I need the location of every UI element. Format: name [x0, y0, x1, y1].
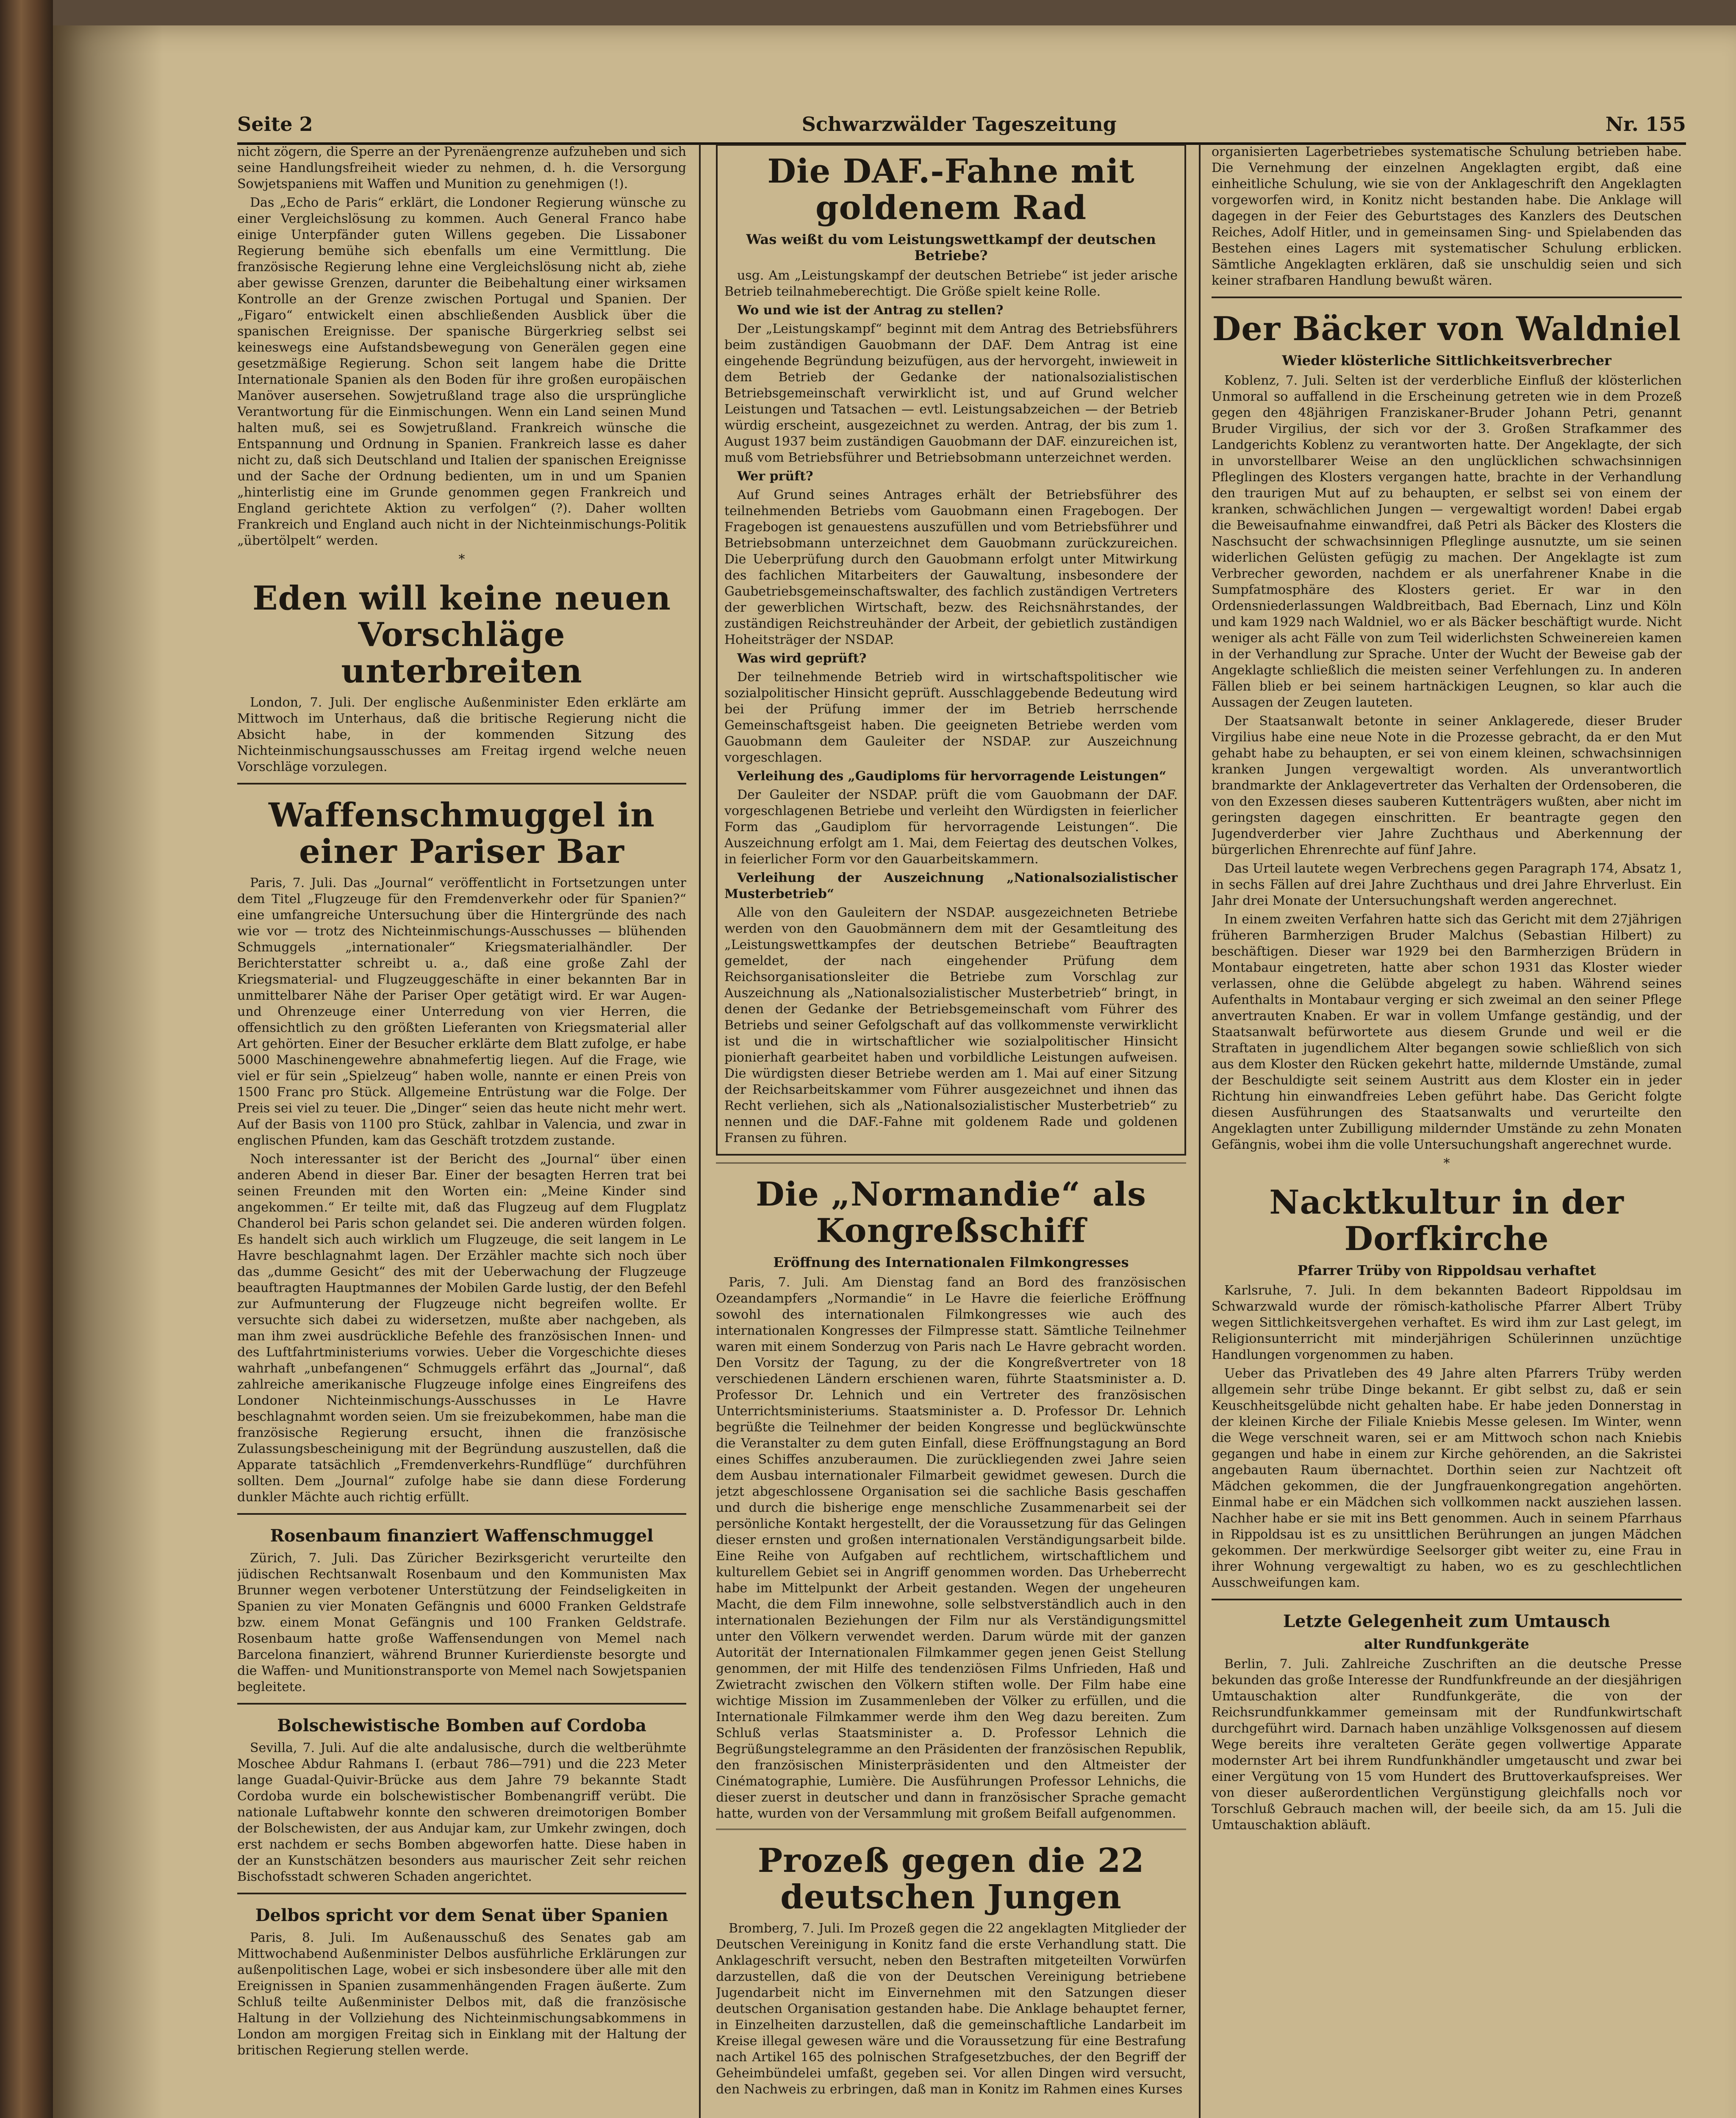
article-text: Koblenz, 7. Juli. Selten ist der verderbliche Einfluß der klösterlichen Unmoral so auffallend in die Erscheinung getreten wie in dem Prozeß gegen den 48jährigen Franziskaner-Bruder Johann Petri, genannt Bruder Virgilius, der sich vor der 3. Großen Strafkammer des Landgerichts Koblenz zu verantworten hatte. Der Angeklagte, der sich in unvorstellbarer Weise an den unglücklichen schwachsinnigen Pfleglingen des Klosters vergangen hatte, brachte in der Verhandlung den traurigen Mut auf zu behaupten, er selbst sei von einem der kranken, schwächlichen Jungen — vergewaltigt worden! Dabei ergab die Beweisaufnahme einwandfrei, daß Petri als Bäcker des Klosters die Naschsucht der schwachsinnigen Pfleglinge ausnutzte, um sie seinen widerlichen Gelüsten gefügig zu machen. Der Angeklagte ist zum Verbrecher geworden, nachdem er als unerfahrener Knabe in die Sumpfatmosphäre des Klosters geriet. Er war in den Ordensniederlassungen Waldbreitbach, Bad Ebernach, Linz und Köln und kam 1929 nach Waldniel, wo er als Bäcker beschäftigt wurde. Nicht weniger als acht Fälle von zum Teil widerlichsten Schweinereien kamen in der Verhandlung zur Sprache. Unter der Wucht der Beweise gab der Angeklagte schließlich die meisten seiner Verfehlungen zu. In anderen Fällen blieb er bei seinem hartnäckigen Leugnen, so klar auch die Aussagen der Zeugen lauteten.: [1212, 373, 1682, 710]
headline-nacktkultur: Nacktkultur in der Dorfkirche: [1269, 1183, 1624, 1258]
page-number: Seite 2: [237, 113, 313, 136]
headline-delbos: Delbos spricht vor dem Senat über Spanien: [255, 1905, 668, 1925]
divider: [237, 1893, 686, 1894]
subheadline: Wieder klösterliche Sittlichkeitsverbrecher: [1282, 352, 1611, 369]
question-heading: Wo und wie ist der Antrag zu stellen?: [737, 303, 1004, 318]
headline-prozess: Prozeß gegen die 22 deutschen Jungen: [757, 1841, 1145, 1916]
article-text: Zürich, 7. Juli. Das Züricher Bezirksgericht verurteilte den jüdischen Rechtsanwalt Rosenbaum und den Kommunisten Max Brunner wegen verbotener Unterstützung der Feindseligkeiten in Spanien zu vier Monaten Gefängnis und 6000 Franken Geldstrafe bzw. einem Monat Gefängnis und 100 Franken Geldstrafe. Rosenbaum hatte große Waffensendungen von Memel nach Barcelona finanziert, während Brunner Kurierdienste besorgte und die Waffen- und Munitionstransporte von Memel nach Sowjetspanien begleitete.: [237, 1551, 686, 1694]
column-3: organisierten Lagerbetriebes systematische Schulung betrieben habe. Die Vernehmung der einzelnen Angeklagten ergibt, daß eine einheitliche Schulung, wie sie von der Anklageschrift den Angeklagten vorgeworfen wird, in Konitz nicht bestanden habe. Die Anklage will dagegen in der Feier des Geburtstages des Kanzlers des Deutschen Reiches, Adolf Hitler, und in gemeinsamen Sing- und Spielabenden das Bestehen eines Lagers mit systematischer Schulung erblicken. Sämtliche Angeklagten erklären, daß sie unschuldig seien und sich keiner strafbaren Handlung bewußt wären. Der Bäcker von Waldniel Wieder klösterliche Sittlichkeitsverbrecher Koblenz, 7. Juli. Selten ist der verderbliche Einfluß der klösterlichen Unmoral so auffallend in die Erscheinung getreten wie in dem Prozeß gegen den 48jährigen Franziskaner-Bruder Johann Petri, genannt Bruder Virgilius, der sich vor der 3. Großen Strafkammer des Landgerichts Koblenz zu verantworten hatte. Der Angeklagte, der sich in unvorstellbarer Weise an den unglücklichen schwachsinnigen Pfleglingen des Klosters vergangen hatte, brachte in der Verhandlung den traurigen Mut auf zu behaupten, er selbst sei von einem der kranken, schwächlichen Jungen — vergewaltigt worden! Dabei ergab die Beweisaufnahme einwandfrei, daß Petri als Bäcker des Klosters die Naschsucht der schwachsinnigen Pfleglinge ausnutzte, um sie seinen widerlichen Gelüsten gefügig zu machen. Der Angeklagte ist zum Verbrecher geworden, nachdem er als unerfahrener Knabe in die Sumpfatmosphäre des Klosters geriet. Er war in den Ordensniederlassungen Waldbreitbach, Bad Ebernach, Linz und Köln und kam 1929 nach Waldniel, wo er als Bäcker beschäftigt wurde. Nicht weniger als acht Fälle von zum Teil widerlichsten Schweinereien kamen in der Verhandlung zur Sprache. Unter der Wucht der Beweise gab der Angeklagte schließlich die meisten seiner Verfehlungen zu. In anderen Fällen blieb er bei seinem hartnäckigen Leugnen, so klar auch die Aussagen der Zeugen lauteten. Der Staatsanwalt betonte in seiner Anklagerede, dieser Bruder Virgilius habe eine neue Note in die Prozesse gebracht, da er den Mut gehabt habe zu behaupten, er sei von einem kleinen, schwachsinnigen kranken Jungen vergewaltigt worden. Als unverantwortlich brandmarkte der Anklagevertreter das Verhalten der Ordensoberen, die von den Exzessen dieses sauberen Kuttenträgers wußten, aber nicht im geringsten dagegen einschritten. Er beantragte gegen den Jugendverderber vier Jahre Zuchthaus und Aberkennung der bürgerlichen Ehrenrechte auf fünf Jahre. Das Urteil lautete wegen Verbrechens gegen Paragraph 174, Absatz 1, in sechs Fällen auf drei Jahre Zuchthaus und drei Jahre Ehrverlust. Ein Jahr drei Monate der Untersuchungshaft werden angerechnet. In einem zweiten Verfahren hatte sich das Gericht mit dem 27jährigen früheren Barmherzigen Bruder Malchus (Sebastian Hilbert) zu beschäftigen. Dieser war 1929 bei den Barmherzigen Brüdern in Montabaur eingetreten, hatte aber schon 1931 das Kloster wieder verlassen, ohne die Gelübde abgelegt zu haben. Während seines Aufenthalts in Montabaur verging er sich zweimal an den seiner Pflege anvertrauten Knaben. Er war in vollem Umfange geständig, und der Staatsanwalt befürwortete aus diesem Grunde und weil er die Straftaten in jugendlichem Alter begangen sowie schließlich von sich aus dem Kloster den Rücken gekehrt hatte, mildernde Umstände, zumal der Beschuldigte seit seinem Austritt aus dem Kloster ein in jeder Richtung hin einwandfreies Leben geführt habe. Das Gericht folgte diesen Ausführungen des Staatsanwalts und verurteilte den Angeklagten unter Zubilligung mildernder Umstände zu zehn Monaten Gefängnis, wobei ihm die volle Untersuchungshaft angerechnet wurde. * Nacktkultur in der Dorfkirche Pfarrer Trüby von Rippoldsau verhaftet Karlsruhe, 7. Juli. In dem bekannten Badeort Rippoldsau im Schwarzwald wurde der römisch-katholische Pfarrer Albert Trüby wegen Sittlichkeitsvergehen verhaftet. Es wird ihm zur Last gelegt, im Religionsunterricht mit minderjährigen Schülerinnen unzüchtige Handlungen vorgenommen zu haben. Ueber das Privatleben des 49 Jahre alten Pfarrers Trüby werden allgemein sehr trübe Dinge bekannt. Er gibt selbst zu, daß er sein Keuschheitsgelübde nicht gehalten habe. Er habe jeden Donnerstag in der kleinen Kirche der Filiale Kniebis Messe gelesen. Im Winter, wenn die Wege verschneit waren, sei er am Mittwoch schon nach Kniebis gegangen und habe in einem zur Kirche gehörenden, an die Sakristei angebauten Raum übernachtet. Dorthin seien zur Nachtzeit oft Mädchen gekommen, die der Jungfrauenkongregation angehörten. Einmal habe er ein Mädchen sich vollkommen nackt ausziehen lassen. Nachher habe er sie mit ins Bett genommen. Auch in seinem Pfarrhaus in Rippoldsau ist es zu unsittlichen Berührungen an jungen Mädchen gekommen. Der merkwürdige Seelsorger gibt weiter zu, eine Frau in ihrer Wohnung vergewaltigt zu haben, wo es zu geschlechtlichen Ausschweifungen kam. Letzte Gelegenheit zum Umtausch alter Rundfunkgeräte Berlin, 7. Juli. Zahlreiche Zuschriften an die deutsche Presse bekunden das große Interesse der Rundfunkfreunde an der diesjährigen Umtauschaktion alter Rundfunkgeräte, die von der Reichsrundfunkkammer gemeinsam mit der Rundfunkwirtschaft durchgeführt wird. Darnach haben unzählige Volksgenossen auf diesem Wege bereits ihre veralteten Geräte gegen vollwertige Apparate modernster Art bei ihrem Rundfunkhändler umgetauscht und zwar bei einer Vergütung von 15 vom Hundert des Bruttoverkaufspreises. Wer von dieser außerordentlichen Vergünstigung gleichfalls noch vor Torschluß Gebrauch machen will, der beeile sich, da am 15. Juli die Umtauschaktion abläuft.: [1212, 144, 1682, 1832]
headline-normandie: Die „Normandie“ als Kongreßschiff: [755, 1175, 1147, 1250]
article-text: Sevilla, 7. Juli. Auf die alte andalusische, durch die weltberühmte Moschee Abdur Rahmans I. (erbaut 786—791) und die 223 Meter lange Guadal-Quivir-Brücke aus dem Jahre 79 bekannte Stadt Cordoba wurde ein bolschewistischer Bombenangriff verübt. Die nationale Luftabwehr konnte den schweren dreimotorigen Bomber der Bolschewisten, der aus Andujar kam, zur Umkehr zwingen, doch erst nachdem er sechs Bomben abgeworfen hatte. Diese haben in der an Kunstschätzen besonders aus maurischer Zeit sehr reichen Bischofsstadt schweren Schaden angerichtet.: [237, 1741, 686, 1884]
article-text: London, 7. Juli. Der englische Außenminister Eden erklärte am Mittwoch im Unterhaus, daß die britische Regierung nicht die Absicht habe, in der kommenden Sitzung des Nichteinmischungsausschusses am Freitag irgend welche neuen Vorschläge vorzulegen.: [237, 695, 686, 774]
article-text: usg. Am „Leistungskampf der deutschen Betriebe“ ist jeder arische Betrieb teilnahmeberechtigt. Die Größe spielt keine Rolle.: [724, 268, 1178, 299]
article-text: Berlin, 7. Juli. Zahlreiche Zuschriften an die deutsche Presse bekunden das große Interesse der Rundfunkfreunde an der diesjährigen Umtauschaktion alter Rundfunkgeräte, die von der Reichsrundfunkkammer gemeinsam mit der Rundfunkwirtschaft durchgeführt wird. Darnach haben unzählige Volksgenossen auf diesem Wege bereits ihre veralteten Geräte gegen vollwertige Apparate modernster Art bei ihrem Rundfunkhändler umgetauscht und zwar bei einer Vergütung von 15 vom Hundert des Bruttoverkaufspreises. Wer von dieser außerordentlichen Vergünstigung gleichfalls noch vor Torschluß Gebrauch machen will, der beeile sich, da am 15. Juli die Umtauschaktion abläuft.: [1212, 1657, 1682, 1832]
article-text: Der „Leistungskampf“ beginnt mit dem Antrag des Betriebsführers beim zuständigen Gauobmann der DAF. Dem Antrag ist eine eingehende Begründung beizufügen, aus der hervorgeht, inwieweit in dem Betrieb der Gedanke der nationalsozialistischen Betriebsgemeinschaft verwirklicht ist, und auf Grund welcher Leistungen und Tatsachen — evtl. Leistungsabzeichen — der Betrieb würdig erscheint, ausgezeichnet zu werden. Antrag, der bis zum 1. August 1937 beim zuständigen Gauobmann der DAF. einzureichen ist, muß vom Betriebsführer und Betriebsobmann unterzeichnet werden.: [724, 322, 1178, 465]
daf-article-box: [716, 144, 1186, 1156]
article-text: Karlsruhe, 7. Juli. In dem bekannten Badeort Rippoldsau im Schwarzwald wurde der römisch-katholische Pfarrer Albert Trüby wegen Sittlichkeitsvergehen verhaftet. Es wird ihm zur Last gelegt, im Religionsunterricht mit minderjährigen Schülerinnen unzüchtige Handlungen vorgenommen zu haben.: [1212, 1283, 1682, 1362]
subheadline: Pfarrer Trüby von Rippoldsau verhaftet: [1297, 1262, 1596, 1278]
headline-bomben-cordoba: Bolschewistische Bomben auf Cordoba: [277, 1716, 646, 1735]
article-text: Bromberg, 7. Juli. Im Prozeß gegen die 22 angeklagten Mitglieder der Deutschen Vereinigung in Konitz fand die erste Verhandlung statt. Die Anklageschrift versucht, neben den Bestraften mitgeteilten Vorwürfen darzustellen, daß die von der Deutschen Vereinigung betriebene Jugendarbeit nicht im Einvernehmen mit den Satzungen dieser deutschen Organisation gestanden habe. Die Anklage behauptet ferner, in Einzelheiten darzustellen, daß die gemeinschaftliche Landarbeit im Kreise illegal gewesen wäre und die Voraussetzung für eine Bestrafung nach Artikel 165 des polnischen Strafgesetzbuches, der den Begriff der Geheimbündelei umfaßt, gegeben sei. Vor allen Dingen wird versucht, den Nachweis zu erbringen, daß man in Konitz im Rahmen eines Kurses: [716, 1921, 1186, 2097]
divider: [237, 1513, 686, 1515]
article-text: Noch interessanter ist der Bericht des „Journal“ über einen anderen Abend in dieser Bar. Einer der besagten Herren trat bei seinen Freunden mit den Worten ein: „Meine Kinder sind angekommen.“ Er teilte mit, daß das Flugzeug auf dem Flugplatz Chanderol bei Paris schon gelandet sei. Die anderen würden folgen. Es handelt sich auch wirklich um Flugzeuge, die seit langem in Le Havre beschlagnahmt lagen. Der Erzähler machte sich noch über das „dumme Gesicht“ des mit der Ueberwachung der Flugzeuge beauftragten Hauptmannes der Mobilen Garde lustig, der den Befehl zur Aufmunterung der Flugzeuge nicht begreifen wollte. Er versuchte sich dabei zu widersetzen, mußte aber nachgeben, als man ihm zwei ausdrückliche Befehle des französischen Innen- und des Luftfahrtministeriums vorwies. Ueber die Vorgeschichte dieses wahrhaft „unbefangenen“ Schmuggels erfährt das „Journal“, daß zahlreiche amerikanische Flugzeuge infolge eines Eingreifens des Londoner Nichteinmischungs-Ausschusses in Le Havre beschlagnahmt worden seien. Um sie freizubekommen, habe man die französische Regierung ersucht, ihnen die französische Zulassungsbescheinigung mit der Begründung auszustellen, daß die Apparate tatsächlich „Fremdenverkehrs-Rundflüge“ durchführen sollten. Dem „Journal“ zufolge habe sie dann diese Forderung dunkler Mächte auch richtig erfüllt.: [237, 1152, 686, 1505]
column-rule: [699, 144, 701, 2118]
headline-baecker: Der Bäcker von Waldniel: [1212, 310, 1681, 348]
divider: [237, 783, 686, 785]
column-rule: [1199, 144, 1201, 2118]
article-text: Der Gauleiter der NSDAP. prüft die vom Gauobmann der DAF. vorgeschlagenen Betriebe und verleiht den Würdigsten in feierlicher Form das „Gaudiplom für hervorragende Leistungen“. Die Auszeichnung erfolgt am 1. Mai, dem Feiertag des deutschen Volkes, in feierlicher Form vor den Gauarbeitskammern.: [724, 787, 1178, 867]
subheadline: Was weißt du vom Leistungswettkampf der deutschen Betriebe?: [746, 231, 1156, 263]
question-heading: Was wird geprüft?: [737, 651, 867, 666]
headline-waffenschmuggel: Waffenschmuggel in einer Pariser Bar: [269, 796, 655, 871]
article-text: Ueber das Privatleben des 49 Jahre alten Pfarrers Trüby werden allgemein sehr trübe Dinge bekannt. Er gibt selbst zu, daß er sein Keuschheitsgelübde nicht gehalten habe. Er habe jeden Donnerstag in der kleinen Kirche der Filiale Kniebis Messe gelesen. Im Winter, wenn die Wege verschneit waren, sei er am Mittwoch schon nach Kniebis gegangen und habe in einem zur Kirche gehörenden, an die Sakristei angebauten Raum übernachtet. Dorthin seien zur Nachtzeit oft Mädchen gekommen, die der Jungfrauenkongregation angehörten. Einmal habe er ein Mädchen sich vollkommen nackt ausziehen lassen. Nachher habe er sie mit ins Bett genommen. Auch in seinem Pfarrhaus in Rippoldsau ist es zu unsittlichen Berührungen an jungen Mädchen gekommen. Der merkwürdige Seelsorger gibt weiter zu, eine Frau in ihrer Wohnung vergewaltigt zu haben, wo es zu geschlechtlichen Ausschweifungen kam.: [1212, 1366, 1682, 1590]
headline-rosenbaum: Rosenbaum finanziert Waffenschmuggel: [270, 1526, 654, 1546]
subheadline: alter Rundfunkgeräte: [1364, 1636, 1529, 1652]
article-text: Paris, 8. Juli. Im Außenausschuß des Senates gab am Mittwochabend Außenminister Delbos ausführliche Erklärungen zur außenpolitischen Lage, wobei er sich insbesondere über alle mit den Ereignissen in Spanien zusammenhängenden Fragen äußerte. Zum Schluß teilte Außenminister Delbos mit, daß die französische Haltung in der Vollziehung des Nichteinmischungsabkommens in London am morgigen Freitag sich in Einklang mit der Haltung der britischen Regierung stellen werde.: [237, 1930, 686, 2058]
article-text: Das „Echo de Paris“ erklärt, die Londoner Regierung wünsche zu einer Vergleichslösung zu kommen. Auch General Franco habe einige Unterpfänder guten Willens gegeben. Die Lissaboner Regierung bemühe sich ebenfalls um eine Vermittlung. Die französische Regierung lehne eine Vergleichslösung nicht ab, ziehe aber gewisse Grenzen, darunter die Beibehaltung einer wirksamen Kontrolle an der Grenze zwischen Portugal und Spanien. Der „Figaro“ entwickelt einen abschließenden Ausblick über die spanischen Ereignisse. Der spanische Bürgerkrieg selbst sei keineswegs eine Aufstandsbewegung von Generälen gegen eine gesetzmäßige Regierung. Schon seit langem habe die Dritte Internationale Spanien als den Boden für ihre großen europäischen Manöver ausersehen. Sowjetrußland trage also die ursprüngliche Verantwortung für die Einmischungen. Wenn ein Land seinen Mund halten muß, sei es Sowjetrußland. Frankreich wünsche die Entspannung und Ordnung in Spanien. Frankreich lasse es daher nicht zu, daß sich Deutschland und Italien der spanischen Ereignisse und der Sache der Ordnung bedienten, um in und um Spanien „hinterlistig eine im Grunde genommen gegen Frankreich und England gerichtete Aktion zu verfolgen“ (?). Daher wollten Frankreich und England auch nicht in der Nichteinmischungs-Politik „übertölpelt“ werden.: [237, 195, 686, 548]
column-2: [716, 144, 1186, 2118]
article-text: Alle von den Gauleitern der NSDAP. ausgezeichneten Betriebe werden von den Gauobmännern dem mit der Gesamtleitung des „Leistungswettkampfes der deutschen Betriebe“ Beauftragten gemeldet, der nach eingehender Prüfung dem Reichsorganisationsleiter die Betriebe zum Vorschlag zur Auszeichnung als „Nationalsozialistischer Musterbetrieb“ bringt, in denen der Gedanke der Betriebsgemeinschaft vom Führer des Betriebs und seiner Gefolgschaft auf das vollkommenste verwirklicht ist und die in wirtschaftlicher wie sozialpolitischer Hinsicht pionierhaft gearbeitet haben und vorbildliche Leistungen aufweisen. Die würdigsten dieser Betriebe werden am 1. Mai auf einer Sitzung der Reichsarbeitskammer vom Führer ausgezeichnet und ihnen das Recht verliehen, sich als „Nationalsozialistischer Musterbetrieb“ zu nennen und die DAF.-Fahne mit goldenem Rade und goldenen Fransen zu führen.: [724, 905, 1178, 1145]
question-heading: Verleihung der Auszeichnung „Nationalsozialistischer Musterbetrieb“: [724, 870, 1178, 901]
article-text: Auf Grund seines Antrages erhält der Betriebsführer des teilnehmenden Betriebs vom Gauobmann einen Fragebogen. Der Fragebogen ist genauestens auszufüllen und vom Betriebsführer und Betriebsobmann unterzeichnet dem Gauobmann zurückzureichen. Die Ueberprüfung durch den Gauobmann erfolgt unter Mitwirkung des fachlichen Mitarbeiters der Gauwaltung, insbesondere der Gaubetriebsgemeinschaftswalter, des fachlich zuständigen Vertreters der gewerblichen Wirtschaft, bezw. des Reichsnährstandes, der zuständigen Reichstreuhänder der Arbeit, der gebietlich zuständigen Hoheitsträger der NSDAP.: [724, 488, 1178, 647]
divider: [716, 1162, 1186, 1164]
divider: [237, 1703, 686, 1705]
article-text: Der Staatsanwalt betonte in seiner Anklagerede, dieser Bruder Virgilius habe eine neue Note in die Prozesse gebracht, da er den Mut gehabt habe zu behaupten, er sei von einem kleinen, schwachsinnigen kranken Jungen vergewaltigt worden. Als unverantwortlich brandmarkte der Anklagevertreter das Verhalten der Ordensoberen, die von den Exzessen dieses sauberen Kuttenträgers wußten, aber nicht im geringsten dagegen einschritten. Er beantragte gegen den Jugendverderber vier Jahre Zuchthaus und Aberkennung der bürgerlichen Ehrenrechte auf fünf Jahre.: [1212, 714, 1682, 857]
divider: [716, 1829, 1186, 1830]
article-text: In einem zweiten Verfahren hatte sich das Gericht mit dem 27jährigen früheren Barmherzigen Bruder Malchus (Sebastian Hilbert) zu beschäftigen. Dieser war 1929 bei den Barmherzigen Brüdern in Montabaur eingetreten, hatte aber schon 1931 das Kloster wieder verlassen, ohne die Gelübde abgelegt zu haben. Während seines Aufenthalts in Montabaur verging er sich zweimal an den seiner Pflege anvertrauten Knaben. Er war in vollem Umfange geständig, und der Staatsanwalt befürwortete aus diesem Grunde und weil er die Straftaten in jugendlichem Alter begangen sowie schließlich von sich aus dem Kloster den Rücken gekehrt hatte, mildernde Umstände, zumal der Beschuldigte seit seinem Austritt aus dem Kloster ein in jeder Richtung hin einwandfreies Leben geführt habe. Das Gericht folgte diesen Ausführungen des Staatsanwalts und verurteilte den Angeklagten unter Zubilligung mildernder Umstände zu zehn Monaten Gefängnis, wobei ihm die volle Untersuchungshaft angerechnet wurde.: [1212, 912, 1682, 1152]
article-text: Paris, 7. Juli. Am Dienstag fand an Bord des französischen Ozeandampfers „Normandie“ in Le Havre die feierliche Eröffnung sowohl des internationalen Filmkongresses wie auch des internationalen Kongresses der Filmpresse statt. Sämtliche Teilnehmer waren mit einem Sonderzug von Paris nach Le Havre gebracht worden. Den Vorsitz der Tagung, zu der die Kongreßvertreter von 18 verschiedenen Ländern erschienen waren, führte Staatsminister a. D. Professor Dr. Lehnich und ein Vertreter des französischen Unterrichtsministeriums. Staatsminister a. D. Professor Dr. Lehnich begrüßte die Teilnehmer der beiden Kongresse und beglückwünschte die Veranstalter zu dem guten Einfall, diese Eröffnungstagung an Bord eines Schiffes anzuberaumen. Die zurückliegenden zwei Jahre seien dem Ausbau internationaler Filmarbeit gewidmet gewesen. Durch die jetzt abgeschlossene Organisation sei die sachliche Basis geschaffen und durch die bisherige enge menschliche Zusammenarbeit sei der persönliche Kontakt hergestellt, der die Voraussetzung für das Gelingen dieser ernsten und großen internationalen Verständigungsarbeit bilde. Eine Reihe von Aufgaben auf rechtlichem, wirtschaftlichem und kulturellem Gebiet sei in Angriff genommen worden. Das Urheberrecht habe im Mittelpunkt der Arbeit gestanden. Wegen der ungeheuren Macht, die dem Film innewohne, solle selbstverständlich auch in den internationalen Beziehungen der Film nur als Verständigungsmittel unter den Völkern verwendet werden. Darum würde mit der ganzen Autorität der Internationalen Filmkammer gegen jenen Geist Stellung genommen, der mit Hilfe des tendenziösen Films Unfrieden, Haß und Zwietracht zwischen den Völkern stiften wolle. Der Film habe eine wichtige Mission im Zusammenleben der Völker zu erfüllen, und die Internationale Filmkammer werde ihm den Weg dazu bereiten. Zum Schluß verlas Staatsminister a. D. Professor Lehnich die Begrüßungstelegramme an den Präsidenten der französischen Republik, den französischen Ministerpräsidenten und den Altmeister der Cinématographie, Lumière. Die Ausführungen Professor Lehnichs, die dieser zuerst in deutscher und dann in französischer Sprache gemacht hatte, wurden von der Versammlung mit großem Beifall aufgenommen.: [716, 1275, 1186, 1821]
headline-umtausch: Letzte Gelegenheit zum Umtausch: [1283, 1611, 1611, 1631]
question-heading: Verleihung des „Gaudiploms für hervorragende Leistungen“: [737, 769, 1167, 784]
book-binding: [0, 0, 53, 2118]
headline-daf-fahne: Die DAF.-Fahne mit goldenem Rad: [767, 152, 1135, 227]
issue-number: Nr. 155: [1605, 113, 1686, 136]
article-text: Das Urteil lautete wegen Verbrechens gegen Paragraph 174, Absatz 1, in sechs Fällen auf drei Jahre Zuchthaus und drei Jahre Ehrverlust. Ein Jahr drei Monate der Untersuchungshaft werden angerechnet.: [1212, 861, 1682, 908]
question-heading: Wer prüft?: [737, 469, 813, 484]
article-text: nicht zögern, die Sperre an der Pyrenäengrenze aufzuheben und sich seine Handlungsfreiheit wieder zu nehmen, d. h. die Versorgung Sowjetspaniens mit Waffen und Munition zu genehmigen (!).: [237, 144, 686, 191]
column-1: nicht zögern, die Sperre an der Pyrenäengrenze aufzuheben und sich seine Handlungsfreiheit wieder zu nehmen, d. h. die Versorgung Sowjetspaniens mit Waffen und Munition zu genehmigen (!). Das „Echo de Paris“ erklärt, die Londoner Regierung wünsche zu einer Vergleichslösung zu kommen. Auch General Franco habe einige Unterpfänder guten Willens gegeben. Die Lissaboner Regierung bemühe sich ebenfalls um eine Vermittlung. Die französische Regierung lehne eine Vergleichslösung nicht ab, ziehe aber gewisse Grenzen, darunter die Beibehaltung einer wirksamen Kontrolle an der Grenze zwischen Portugal und Spanien. Der „Figaro“ entwickelt einen abschließenden Ausblick über die spanischen Ereignisse. Der spanische Bürgerkrieg selbst sei keineswegs eine Aufstandsbewegung von Generälen gegen eine gesetzmäßige Regierung. Schon seit langem habe die Dritte Internationale Spanien als den Boden für ihre großen europäischen Manöver ausersehen. Sowjetrußland trage also die ursprüngliche Verantwortung für die Einmischungen. Wenn ein Land seinen Mund halten muß, sei es Sowjetrußland. Frankreich wünsche die Entspannung und Ordnung in Spanien. Frankreich lasse es daher nicht zu, daß sich Deutschland und Italien der spanischen Ereignisse und der Sache der Ordnung bedienten, um in und um Spanien „hinterlistig eine im Grunde genommen gegen Frankreich und England gerichtete Aktion zu verfolgen“ (?). Daher wollten Frankreich und England auch nicht in der Nichteinmischungs-Politik „übertölpelt“ werden. * Eden will keine neuen Vorschläge unterbreiten London, 7. Juli. Der englische Außenminister Eden erklärte am Mittwoch im Unterhaus, daß die britische Regierung nicht die Absicht habe, in der kommenden Sitzung des Nichteinmischungsausschusses am Freitag irgend welche neuen Vorschläge vorzulegen. Waffenschmuggel in einer Pariser Bar Paris, 7. Juli. Das „Journal“ veröffentlicht in Fortsetzungen unter dem Titel „Flugzeuge für den Fremdenverkehr oder für Spanien?“ eine umfangreiche Untersuchung über die Hintergründe des nach wie vor — trotz des Nichteinmischungs-Ausschusses — blühenden Schmuggels „internationaler“ Kriegsmaterialhändler. Der Berichterstatter schreibt u. a., daß eine große Zahl der Kriegsmaterial- und Flugzeuggeschäfte in einer bekannten Bar in unmittelbarer Nähe der Pariser Oper getätigt wird. Er war Augen- und Ohrenzeuge einer Unterredung von vier Herren, die offensichtlich zu den größten Lieferanten von Kriegsmaterial aller Art gehörten. Einer der Besucher erklärte dem Blatt zufolge, er habe 5000 Maschinengewehre abnahmefertig liegen. Auf die Frage, wie viel er für sein „Spielzeug“ haben wolle, nannte er einen Preis von 1500 Franc pro Stück. Allgemeine Entrüstung war die Folge. Der Preis sei viel zu teuer. Die „Dinger“ seien das heute nicht mehr wert. Auf der Basis von 1100 pro Stück, zahlbar in Valencia, und zwar in englischen Pfunden, kam das Geschäft trotzdem zustande. Noch interessanter ist der Bericht des „Journal“ über einen anderen Abend in dieser Bar. Einer der besagten Herren trat bei seinen Freunden mit den Worten ein: „Meine Kinder sind angekommen.“ Er teilte mit, daß das Flugzeug auf dem Flugplatz Chanderol bei Paris schon gelandet sei. Die anderen würden folgen. Es handelt sich auch wirklich um Flugzeuge, die seit langem in Le Havre beschlagnahmt lagen. Der Erzähler machte sich noch über das „dumme Gesicht“ des mit der Ueberwachung der Flugzeuge beauftragten Hauptmannes der Mobilen Garde lustig, der den Befehl zur Aufmunterung der Flugzeuge nicht begreifen wollte. Er versuchte sich dabei zu widersetzen, mußte aber nachgeben, als man ihm zwei ausdrückliche Befehle des französischen Innen- und des Luftfahrtministeriums vorwies. Ueber die Vorgeschichte dieses wahrhaft „unbefangenen“ Schmuggels erfährt das „Journal“, daß zahlreiche amerikanische Flugzeuge infolge eines Eingreifens des Londoner Nichteinmischungs-Ausschusses in Le Havre beschlagnahmt worden seien. Um sie freizubekommen, habe man die französische Regierung ersucht, ihnen die französische Zulassungsbescheinigung mit der Begründung auszustellen, daß die Apparate tatsächlich „Fremdenverkehrs-Rundflüge“ durchführen sollten. Dem „Journal“ zufolge habe sie dann diese Forderung dunkler Mächte auch richtig erfüllt. Rosenbaum finanziert Waffenschmuggel Zürich, 7. Juli. Das Züricher Bezirksgericht verurteilte den jüdischen Rechtsanwalt Rosenbaum und den Kommunisten Max Brunner wegen verbotener Unterstützung der Feindseligkeiten in Spanien zu vier Monaten Gefängnis und 6000 Franken Geldstrafe bzw. einem Monat Gefängnis und 100 Franken Geldstrafe. Rosenbaum hatte große Waffensendungen von Memel nach Barcelona finanziert, während Brunner Kurierdienste besorgte und die Waffen- und Munitionstransporte von Memel nach Sowjetspanien begleitete. Bolschewistische Bomben auf Cordoba Sevilla, 7. Juli. Auf die alte andalusische, durch die weltberühmte Moschee Abdur Rahmans I. (erbaut 786—791) und die 223 Meter lange Guadal-Quivir-Brücke aus dem Jahre 79 bekannte Stadt Cordoba wurde ein bolschewistischer Bombenangriff verübt. Die nationale Luftabwehr konnte den schweren dreimotorigen Bomber der Bolschewisten, der aus Andujar kam, zur Umkehr zwingen, doch erst nachdem er sechs Bomben abgeworfen hatte. Diese haben in der an Kunstschätzen besonders aus maurischer Zeit sehr reichen Bischofsstadt schweren Schaden angerichtet. Delbos spricht vor dem Senat über Spanien Paris, 8. Juli. Im Außenausschuß des Senates gab am Mittwochabend Außenminister Delbos ausführliche Erklärungen zur außenpolitischen Lage, wobei er sich insbesondere über alle mit den Ereignissen in Spanien zusammenhängenden Fragen äußerte. Zum Schluß teilte Außenminister Delbos mit, daß die französische Haltung in der Vollziehung des Nichteinmischungsabkommens in London am morgigen Freitag sich in Einklang mit der Haltung der britischen Regierung stellen werde.: [237, 144, 686, 2058]
divider: [1212, 297, 1682, 298]
article-text: organisierten Lagerbetriebes systematische Schulung betrieben habe. Die Vernehmung der einzelnen Angeklagten ergibt, daß eine einheitliche Schulung, wie sie von der Anklageschrift den Angeklagten vorgeworfen wird, in Konitz nicht bestanden habe. Die Anklage will dagegen in der Feier des Geburtstages des Kanzlers des Deutschen Reiches, Adolf Hitler, und in gemeinsamen Sing- und Spielabenden das Bestehen eines Lagers mit systematischer Schulung erblicken. Sämtliche Angeklagten erklären, daß sie unschuldig seien und sich keiner strafbaren Handlung bewußt wären.: [1212, 144, 1682, 288]
headline-eden: Eden will keine neuen Vorschläge unterbreiten: [252, 579, 671, 690]
subheadline: Eröffnung des Internationalen Filmkongresses: [773, 1254, 1129, 1270]
article-text: Paris, 7. Juli. Das „Journal“ veröffentlicht in Fortsetzungen unter dem Titel „Flugzeuge für den Fremdenverkehr oder für Spanien?“ eine umfangreiche Untersuchung über die Hintergründe des nach wie vor — trotz des Nichteinmischungs-Ausschusses — blühenden Schmuggels „internationaler“ Kriegsmaterialhändler. Der Berichterstatter schreibt u. a., daß eine große Zahl der Kriegsmaterial- und Flugzeuggeschäfte in einer bekannten Bar in unmittelbarer Nähe der Pariser Oper getätigt wird. Er war Augen- und Ohrenzeuge einer Unterredung von vier Herren, die offensichtlich zu den größten Lieferanten von Kriegsmaterial aller Art gehörten. Einer der Besucher erklärte dem Blatt zufolge, er habe 5000 Maschinengewehre abnahmefertig liegen. Auf die Frage, wie viel er für sein „Spielzeug“ haben wolle, nannte er einen Preis von 1500 Franc pro Stück. Allgemeine Entrüstung war die Folge. Der Preis sei viel zu teuer. Die „Dinger“ seien das heute nicht mehr wert. Auf der Basis von 1100 pro Stück, zahlbar in Valencia, und zwar in englischen Pfunden, kam das Geschäft trotzdem zustande.: [237, 876, 686, 1148]
article-text: Der teilnehmende Betrieb wird in wirtschaftspolitischer wie sozialpolitischer Hinsicht geprüft. Ausschlaggebende Bedeutung wird bei der Prüfung immer der im Betrieb herrschende Gemeinschaftsgeist haben. Die geeigneten Betriebe werden vom Gauobmann dem Gauleiter der NSDAP. zur Auszeichnung vorgeschlagen.: [724, 670, 1178, 765]
page-header: [237, 85, 1686, 145]
divider: [1212, 1599, 1682, 1600]
newspaper-title: Schwarzwälder Tageszeitung: [801, 113, 1117, 136]
